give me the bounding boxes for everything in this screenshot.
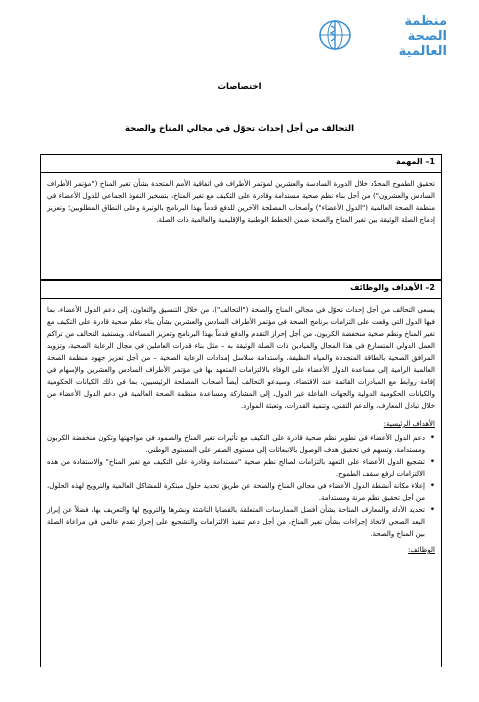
functions-subheading: الوظائف: xyxy=(408,546,435,554)
document-title: التحالف من أجل إحداث تحوّل في مجالي المناخ والصحة xyxy=(124,124,355,134)
list-item: • تحديد الأدلة والمعارف المتاحة بشأن أفضل الممارسات المتعلقة بالقضايا الناشئة ونشرها والترويج لها والتعريف بها، فضلاً عن إبراز البعد الصحي لاتخاذ إجراءات بشأن تغير المناخ، من أجل دعم تنفيذ الالتزامات والتشجيع على إحراز تقدم عالمي في مراعاة الصلة بين المناخ والصحة. xyxy=(47,504,435,540)
section-objectives-body: يسعى التحالف من أجل إحداث تحوّل في مجالي المناخ والصحة ("التحالف")، من خلال التنسيق والتعاون، إلى دعم الدول الأعضاء، بما فيها الدول التي وقعت على التزامات برنامج الصحة في مؤتمر الأطراف السادس والعشرين بشأن بناء نظم صحية قادرة على التكيف مع تغير المناخ ونظم صحية منخفضة الكربون، من أجل إحراز التقدم والدفع قدماً بهذا البرنامج وتعزيز المساءلة. ويستفيد التحالف من تراكم العمل الدولي المتسارع في هذا المجال والميادين ذات الصلة الوثيقة به – مثل بناء قدرات العاملين في مجال الرعاية الصحية، وتزويد المرافق الصحية بالطاقة المتجددة والمياه النظيفة، واستدامة سلاسل إمدادات الرعاية الصحية – من أجل تعزيز جهود منظمة الصحة العالمية الرامية إلى مساعدة الدول الأعضاء على الوفاء بالالتزامات المتعهد بها في مؤتمر الأطراف السادس والعشرين والإسهام في إقامة روابط مع المبادرات القائمة عند الاقتضاء. وسيدعو التحالف أيضاً أصحاب المصلحة الرئيسيين، بما في ذلك الكيانات الحكومية والكيانات الحكومية الدولية والجهات الفاعلة غير الدول، إلى المشاركة ومساعدة منظمة الصحة العالمية في دعم الدول الأعضاء من خلال تبادل المعارف، والدعم التقني، وتنمية القدرات، وتعبئة الموارد. xyxy=(47,306,435,410)
org-name xyxy=(357,14,447,59)
org-name-line1: منظمة xyxy=(404,14,447,29)
list-item: • تشجيع الدول الأعضاء على التعهد بالتزامات لصالح نظم صحية "مستدامة وقادرة على التكيف مع تغير المناخ" والاستفادة من هذه الالتزامات لرفع سقف الطموح. xyxy=(47,456,435,480)
section-objectives-content xyxy=(41,299,441,556)
who-logo xyxy=(317,14,447,59)
section-objectives xyxy=(40,280,442,667)
section-mission xyxy=(40,154,442,280)
objectives-list xyxy=(47,432,435,540)
who-emblem-icon xyxy=(317,18,353,52)
objectives-subheading: الأهداف الرئيسية: xyxy=(383,420,435,428)
document-heading: اختصاصات xyxy=(217,82,262,92)
list-item: • دعم الدول الأعضاء في تطوير نظم صحية قادرة على التكيف مع تأثيرات تغير المناخ والصمود في مواجهتها وتكون منخفضة الكربون ومستدامة، وتسهم في تحقيق هدف الوصول بالانبعاثات إلى مستوى الصفر على المستوى الوطني. xyxy=(47,432,435,456)
section-mission-body: تحقيق الطموح المحدّد خلال الدورة السادسة والعشرين لمؤتمر الأطراف في اتفاقية الأمم المتحدة بشأن تغير المناخ ("مؤتمر الأطراف السادس والعشرون") من أجل بناء نظم صحية مستدامة وقادرة على التكيف مع تغير المناخ، بتسخير النفوذ الجماعي للدول الأعضاء في منظمة الصحة العالمية ("الدول الأعضاء") وأصحاب المصلحة الآخرين للدفع قدماً بهذا البرنامج بالوتيرة وعلى النطاق المطلوبين؛ وتعزيز إدماج الصلة الوثيقة بين تغير المناخ والصحة ضمن الخطط الوطنية والإقليمية والعالمية ذات الصلة. xyxy=(47,180,435,224)
org-name-line2: الصحة العالمية xyxy=(398,29,447,59)
section-mission-heading: 1– المهمة xyxy=(41,155,441,173)
list-item: • إعلاء مكانة أنشطة الدول الأعضاء في مجالي المناخ والصحة عن طريق تحديد حلول مبتكرة للمشاكل العالمية والترويج لهذه الحلول، من أجل تحقيق نظم مرنة ومستدامة. xyxy=(47,480,435,504)
section-objectives-heading: 2– الأهداف والوظائف xyxy=(41,281,441,299)
